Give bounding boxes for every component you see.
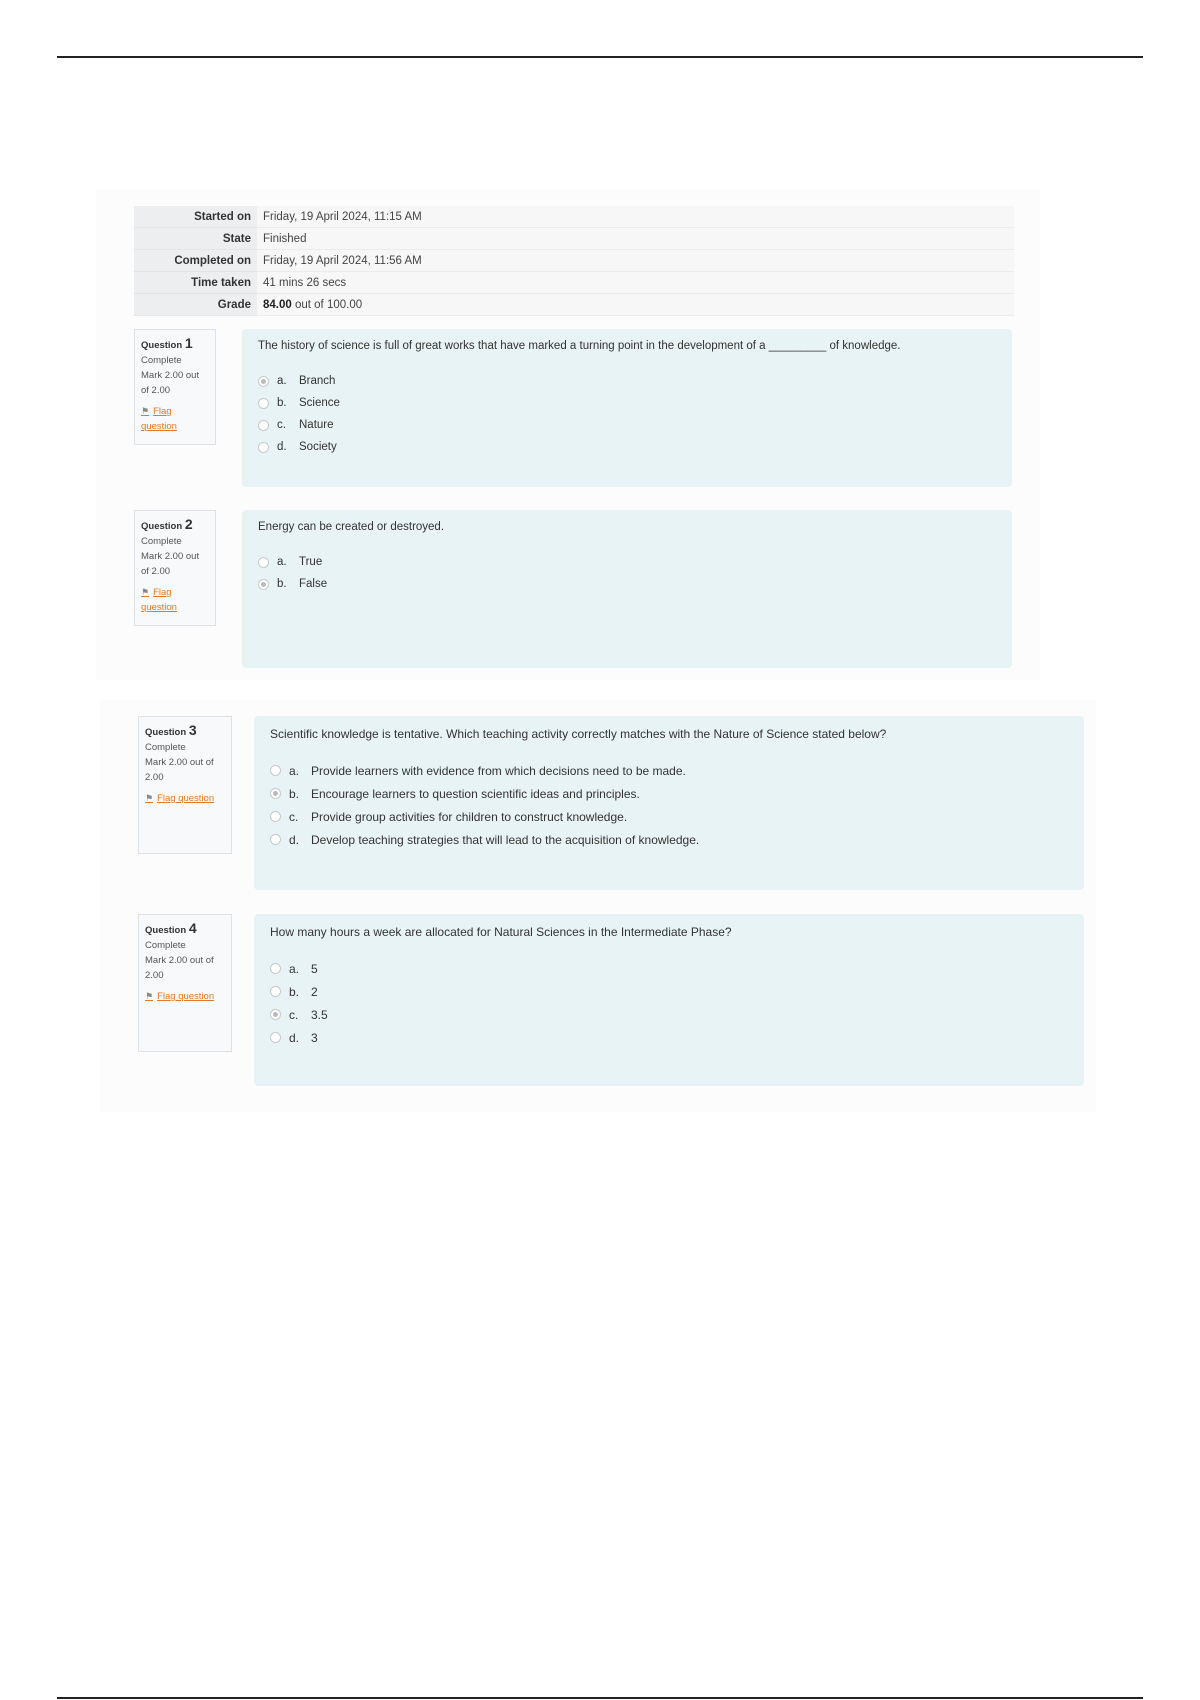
answer-options [270, 957, 1068, 1049]
question-state: Complete [145, 940, 186, 951]
summary-row [134, 228, 1014, 250]
radio-icon[interactable] [270, 986, 281, 997]
question-content-1 [242, 329, 1012, 487]
question-text: How many hours a week are allocated for Natural Sciences in the Intermediate Phase? [270, 925, 732, 939]
radio-selected-icon[interactable] [270, 788, 281, 799]
flag-question-link[interactable]: ⚑ Flag question [145, 793, 215, 804]
answer-options [258, 370, 996, 458]
question-info-3 [138, 716, 232, 854]
flag-icon: ⚑ [145, 991, 154, 1001]
answer-options [258, 551, 996, 595]
answer-option[interactable]: b. 2 [270, 980, 1068, 1003]
summary-row [134, 206, 1014, 228]
grade-value-cell [257, 294, 1014, 316]
summary-row [134, 250, 1014, 272]
grade-label: Grade [134, 294, 257, 316]
radio-icon[interactable] [270, 765, 281, 776]
radio-icon[interactable] [270, 811, 281, 822]
answer-option[interactable]: c. Nature [258, 414, 996, 436]
summary-value: Friday, 19 April 2024, 11:56 AM [257, 250, 1014, 272]
question-content-4 [254, 914, 1084, 1086]
radio-icon[interactable] [258, 442, 269, 453]
question-text: Energy can be created or destroyed. [258, 521, 445, 533]
question-mark: Mark 2.00 out of 2.00 [145, 757, 214, 783]
question-content-2 [242, 510, 1012, 668]
radio-icon[interactable] [270, 963, 281, 974]
radio-icon[interactable] [270, 834, 281, 845]
question-prefix: Question [141, 340, 183, 351]
question-number: 1 [184, 335, 193, 351]
quiz-review-screenshot-2 [100, 700, 1096, 1112]
question-prefix: Question [145, 925, 187, 936]
radio-icon[interactable] [270, 1032, 281, 1043]
flag-icon: ⚑ [145, 793, 154, 803]
answer-option[interactable]: d. Develop teaching strategies that will lead to the acquisition of knowledge. [270, 828, 1068, 851]
answer-options [270, 759, 1068, 851]
question-mark: Mark 2.00 out of 2.00 [141, 370, 200, 396]
question-number: 4 [188, 920, 197, 936]
flag-question-link[interactable]: ⚑ Flag question [141, 587, 177, 613]
answer-option[interactable]: c. Provide group activities for children to construct knowledge. [270, 805, 1068, 828]
question-info-2 [134, 510, 216, 626]
question-number: 2 [184, 516, 193, 532]
attempt-summary-table [134, 206, 1014, 316]
answer-option[interactable]: b. False [258, 573, 996, 595]
radio-icon[interactable] [258, 557, 269, 568]
flag-icon: ⚑ [141, 587, 150, 597]
question-text: The history of science is full of great works that have marked a turning point in the development of a _________ of knowledge. [258, 340, 901, 352]
answer-option[interactable]: a. 5 [270, 957, 1068, 980]
summary-value: Friday, 19 April 2024, 11:15 AM [257, 206, 1014, 228]
summary-row [134, 272, 1014, 294]
quiz-review-screenshot-1 [96, 190, 1040, 680]
radio-icon[interactable] [258, 420, 269, 431]
question-prefix: Question [141, 521, 183, 532]
summary-value: 41 mins 26 secs [257, 272, 1014, 294]
page-header-rule [57, 56, 1143, 58]
answer-option[interactable]: a. True [258, 551, 996, 573]
grade-value: 84.00 [263, 298, 292, 311]
flag-icon: ⚑ [141, 406, 150, 416]
question-state: Complete [141, 355, 182, 366]
question-number: 3 [188, 722, 197, 738]
summary-label: Started on [134, 206, 257, 228]
summary-value: Finished [257, 228, 1014, 250]
question-prefix: Question [145, 727, 187, 738]
answer-option[interactable]: b. Science [258, 392, 996, 414]
question-mark: Mark 2.00 out of 2.00 [145, 955, 214, 981]
summary-label: Time taken [134, 272, 257, 294]
flag-question-link[interactable]: ⚑ Flag question [145, 991, 215, 1002]
question-info-1 [134, 329, 216, 445]
question-state: Complete [145, 742, 186, 753]
answer-option[interactable]: a. Branch [258, 370, 996, 392]
question-info-4 [138, 914, 232, 1052]
answer-option[interactable]: d. Society [258, 436, 996, 458]
summary-label: Completed on [134, 250, 257, 272]
page-footer-rule [57, 1697, 1143, 1699]
question-state: Complete [141, 536, 182, 547]
grade-suffix: out of 100.00 [294, 298, 363, 311]
radio-selected-icon[interactable] [270, 1009, 281, 1020]
answer-option[interactable]: a. Provide learners with evidence from which decisions need to be made. [270, 759, 1068, 782]
radio-selected-icon[interactable] [258, 579, 269, 590]
question-mark: Mark 2.00 out of 2.00 [141, 551, 200, 577]
answer-option[interactable]: c. 3.5 [270, 1003, 1068, 1026]
question-content-3 [254, 716, 1084, 890]
radio-selected-icon[interactable] [258, 376, 269, 387]
answer-option[interactable]: d. 3 [270, 1026, 1068, 1049]
flag-question-link[interactable]: ⚑ Flag question [141, 406, 177, 432]
question-text: Scientific knowledge is tentative. Which teaching activity correctly matches with the Nature of Science stated below? [270, 727, 887, 741]
radio-icon[interactable] [258, 398, 269, 409]
summary-label: State [134, 228, 257, 250]
answer-option[interactable]: b. Encourage learners to question scientific ideas and principles. [270, 782, 1068, 805]
summary-row-grade [134, 294, 1014, 316]
